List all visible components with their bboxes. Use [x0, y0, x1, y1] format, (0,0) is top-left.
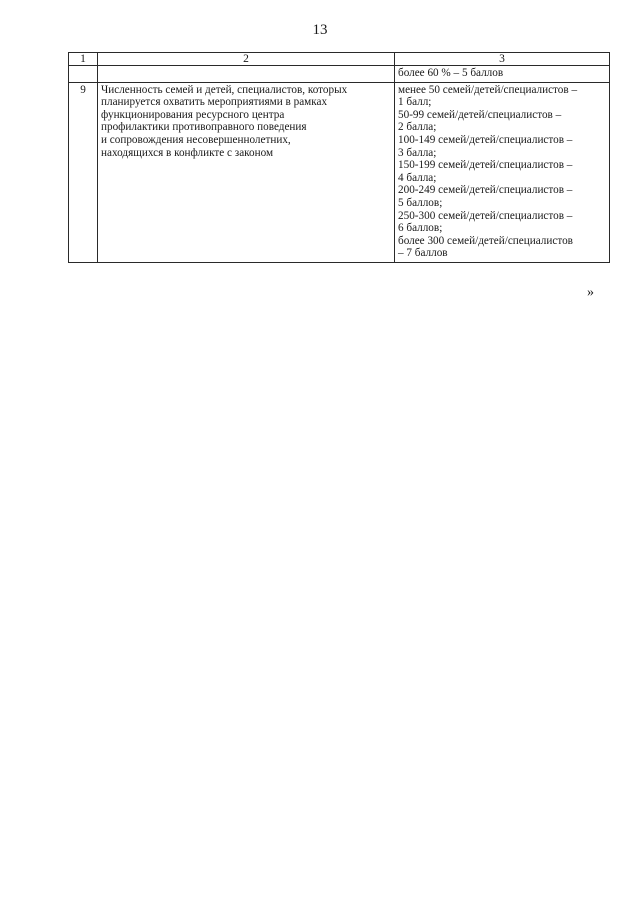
description-line: Численность семей и детей, специалистов, которых [101, 83, 348, 96]
column-header-1: 1 [69, 53, 98, 66]
description-line: находящихся в конфликте с законом [101, 146, 274, 159]
row-score [395, 82, 610, 262]
row-description [98, 82, 395, 262]
score-line: 50-99 семей/детей/специалистов – [398, 108, 562, 121]
table-header-row [69, 53, 610, 66]
score-line: более 60 % – 5 баллов [398, 67, 504, 79]
score-line: 250-300 семей/детей/специалистов – [398, 209, 573, 222]
description-line: планируется охватить мероприятиями в рамках [101, 96, 328, 109]
table-row [69, 66, 610, 83]
score-line: 100-149 семей/детей/специалистов – [398, 133, 573, 146]
score-line: более 300 семей/детей/специалистов [398, 234, 573, 247]
score-line: 1 балл; [398, 96, 432, 109]
table-row [69, 82, 610, 262]
row-number [69, 66, 98, 83]
closing-quote-mark: » [587, 285, 594, 300]
description-line: функционирования ресурсного центра [101, 108, 285, 121]
score-line: 200-249 семей/детей/специалистов – [398, 184, 573, 197]
score-line: 150-199 семей/детей/специалистов – [398, 159, 573, 172]
score-line: менее 50 семей/детей/специалистов – [398, 83, 578, 96]
score-line: – 7 баллов [398, 247, 448, 260]
score-line: 5 баллов; [398, 196, 443, 209]
column-header-3: 3 [395, 53, 610, 66]
criteria-table [68, 52, 610, 263]
row-score [395, 66, 610, 83]
score-line: 2 балла; [398, 121, 437, 134]
page-number: 13 [312, 22, 328, 38]
row-description [98, 66, 395, 83]
score-line: 6 баллов; [398, 222, 443, 235]
row-number: 9 [69, 82, 98, 262]
description-line: и сопровождения несовершеннолетних, [101, 133, 291, 146]
description-line: профилактики противоправного поведения [101, 121, 307, 134]
score-line: 4 балла; [398, 171, 437, 184]
column-header-2: 2 [98, 53, 395, 66]
score-line: 3 балла; [398, 146, 437, 159]
